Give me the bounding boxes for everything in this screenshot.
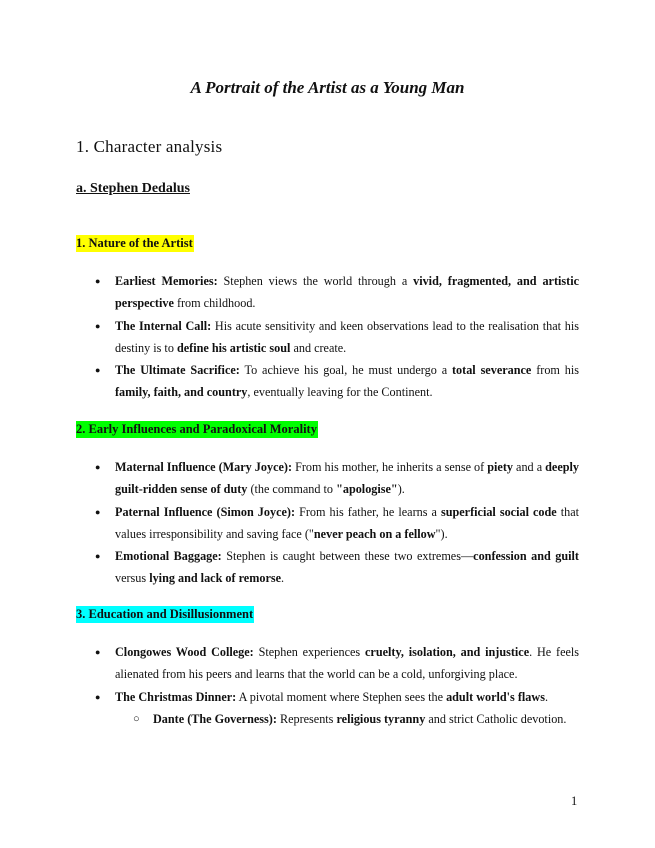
sub-list-item — [115, 708, 579, 730]
item-text: that values irresponsibility and saving face (" — [115, 504, 580, 541]
item-text: A pivotal moment where Stephen sees the — [236, 689, 447, 704]
bullet-icon: ● — [95, 365, 101, 376]
list-item — [76, 270, 579, 315]
item-emphasis: religious tyranny — [336, 711, 426, 726]
item-text: From his mother, he inherits a sense of — [292, 460, 488, 474]
list-item — [76, 359, 579, 404]
item-label: Emotional Baggage: — [115, 549, 222, 564]
item-text: From his father, he learns a — [295, 504, 441, 519]
list-item — [76, 315, 579, 360]
item-text: Stephen views the world through a — [217, 274, 414, 288]
item-text: . — [544, 689, 548, 704]
item-text: . — [281, 571, 285, 586]
item-text: versus — [115, 571, 150, 586]
item-label: The Ultimate Sacrifice: — [115, 363, 240, 378]
item-text: Represents — [276, 711, 337, 726]
item-emphasis: define his artistic soul — [176, 340, 291, 355]
item-emphasis: lying and lack of remorse — [149, 571, 282, 586]
item-emphasis: never peach on a fellow — [313, 526, 436, 541]
document-title: A Portrait of the Artist as a Young Man — [190, 78, 465, 97]
item-emphasis: "apologise" — [336, 482, 398, 497]
item-label: Dante (The Governess): — [153, 711, 277, 726]
item-text: To achieve his goal, he must undergo a — [239, 363, 452, 378]
item-text: ). — [397, 482, 405, 497]
item-emphasis: cruelty, isolation, and injustice — [365, 645, 530, 659]
item-emphasis: deeply guilt-ridden sense of duty — [115, 460, 580, 497]
item-label: The Internal Call: — [115, 318, 212, 333]
page-number: 1 — [571, 794, 578, 808]
item-emphasis: superficial social code — [440, 504, 557, 519]
item-emphasis: piety — [487, 460, 513, 474]
item-label: Clongowes Wood College: — [115, 645, 254, 659]
bullet-icon: ● — [95, 462, 101, 472]
bullet-icon: ● — [95, 506, 101, 517]
item-text: from childhood. — [173, 296, 256, 311]
subsection-heading-stephen-dedalus: a. Stephen Dedalus — [76, 181, 190, 196]
item-text: from his — [531, 363, 579, 378]
item-text: His acute sensitivity and keen observations lead to the realisation that his destiny is to — [115, 318, 579, 355]
bullet-list-nature-of-artist — [76, 270, 579, 404]
item-text: , eventually leaving for the Continent. — [247, 385, 433, 400]
list-item — [76, 545, 579, 590]
list-item — [76, 501, 579, 546]
bullet-icon: ● — [95, 320, 101, 331]
item-emphasis: adult world's flaws — [446, 689, 545, 704]
section-heading-education: 3. Education and Disillusionment — [76, 607, 254, 621]
bullet-icon: ● — [95, 647, 101, 657]
item-text: Stephen experiences — [253, 645, 365, 659]
item-text: . He feels alienated from his peers and learns that the world can be a cold, unforgiving place. — [115, 645, 580, 682]
bullet-icon: ● — [95, 276, 101, 286]
item-emphasis: vivid, fragmented, and artistic perspective — [115, 274, 579, 311]
bullet-list-early-influences — [76, 456, 579, 590]
item-text: and create. — [290, 340, 347, 355]
section-heading-nature-of-artist: 1. Nature of the Artist — [76, 236, 193, 250]
item-text: and a — [512, 460, 546, 474]
list-item — [76, 456, 579, 501]
hollow-bullet-icon: ○ — [133, 712, 140, 725]
bullet-icon: ● — [95, 691, 101, 702]
sub-bullet-list — [115, 708, 579, 730]
item-text: Stephen is caught between these two extremes— — [221, 549, 474, 564]
section-heading-character-analysis: 1. Character analysis — [76, 137, 223, 156]
item-label: The Christmas Dinner: — [115, 689, 237, 704]
bullet-list-education — [76, 641, 579, 730]
item-label: Earliest Memories: — [115, 274, 218, 288]
item-emphasis: confession and guilt — [473, 549, 579, 564]
item-text: (the command to — [247, 482, 337, 497]
item-label: Maternal Influence (Mary Joyce): — [115, 460, 293, 474]
section-heading-early-influences: 2. Early Influences and Paradoxical Morality — [76, 422, 317, 436]
item-text: "). — [435, 526, 448, 541]
list-item — [76, 686, 579, 731]
item-label: Paternal Influence (Simon Joyce): — [115, 504, 296, 519]
list-item — [76, 641, 579, 686]
item-emphasis: total severance — [452, 363, 532, 378]
item-text: and strict Catholic devotion. — [425, 711, 567, 726]
item-emphasis: family, faith, and country — [115, 385, 248, 400]
bullet-icon: ● — [95, 551, 101, 562]
